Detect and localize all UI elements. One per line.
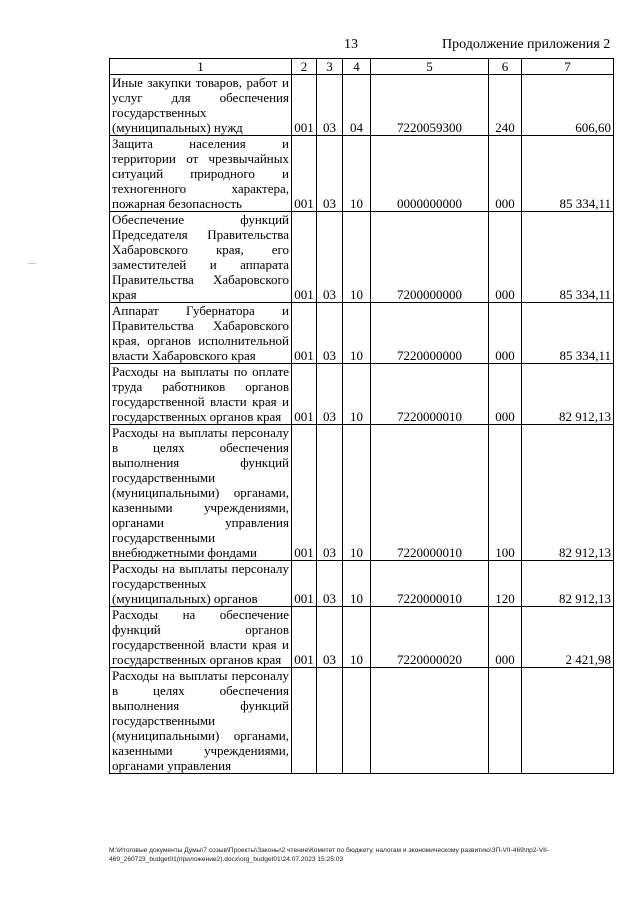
column-header: 3 (317, 59, 343, 75)
row-code: 001 (292, 136, 317, 212)
row-target-article: 7200000000 (371, 212, 489, 303)
column-header: 1 (110, 59, 292, 75)
empty-cell (371, 668, 489, 774)
column-header: 5 (371, 59, 489, 75)
column-header: 6 (489, 59, 522, 75)
row-amount: 82 912,13 (522, 561, 614, 607)
file-path-footer: M:\Итоговые документы Думы\7 созыв\Проекты\Законы\2 чтение\Комитет по бюджету, налогам и экономическому развитию\ЗП-VII-469\пр2-VII-469_260723_budget01(приложение2).docx\org_budget01\24.07.2023 15:25:03 (109, 847, 549, 863)
row-section: 03 (317, 364, 343, 425)
column-header: 2 (292, 59, 317, 75)
row-description: Иные закупки товаров, работ и услуг для обеспечения государственных (муниципальных) нужд (110, 75, 292, 136)
row-expense-type: 000 (489, 212, 522, 303)
row-target-article: 7220000020 (371, 607, 489, 668)
row-amount: 82 912,13 (522, 364, 614, 425)
row-target-article: 7220000010 (371, 561, 489, 607)
row-expense-type: 240 (489, 75, 522, 136)
table-row (110, 561, 614, 607)
row-section: 03 (317, 425, 343, 561)
continuation-label: Продолжение приложения 2 (442, 37, 611, 52)
table-row (110, 364, 614, 425)
row-amount: 85 334,11 (522, 303, 614, 364)
empty-cell (292, 668, 317, 774)
row-expense-type: 000 (489, 364, 522, 425)
column-number-row (110, 59, 614, 75)
empty-cell (343, 668, 371, 774)
row-code: 001 (292, 425, 317, 561)
row-subsection: 04 (343, 75, 371, 136)
row-code: 001 (292, 561, 317, 607)
row-amount: 82 912,13 (522, 425, 614, 561)
row-section: 03 (317, 75, 343, 136)
row-subsection: 10 (343, 136, 371, 212)
row-description: Расходы на обеспечение функций органов государственной власти края и государственных органов края (110, 607, 292, 668)
row-subsection: 10 (343, 561, 371, 607)
row-code: 001 (292, 607, 317, 668)
page-number: 13 (344, 37, 358, 52)
row-amount: 606,60 (522, 75, 614, 136)
row-description: Расходы на выплаты персоналу в целях обеспечения выполнения функций государственными (муниципальными) органами, казенными учреждениями, органами управления (110, 668, 292, 774)
table-row (110, 136, 614, 212)
row-expense-type: 000 (489, 136, 522, 212)
row-amount: 85 334,11 (522, 136, 614, 212)
row-section: 03 (317, 607, 343, 668)
table-row (110, 212, 614, 303)
row-description: Расходы на выплаты по оплате труда работников органов государственной власти края и государственных органов края (110, 364, 292, 425)
row-subsection: 10 (343, 364, 371, 425)
row-target-article: 0000000000 (371, 136, 489, 212)
row-description: Расходы на выплаты персоналу государственных (муниципальных) органов (110, 561, 292, 607)
row-expense-type: 100 (489, 425, 522, 561)
row-subsection: 10 (343, 303, 371, 364)
row-section: 03 (317, 212, 343, 303)
column-header: 7 (522, 59, 614, 75)
table-row (110, 303, 614, 364)
row-expense-type: 000 (489, 607, 522, 668)
row-code: 001 (292, 75, 317, 136)
row-section: 03 (317, 136, 343, 212)
empty-cell (489, 668, 522, 774)
row-expense-type: 000 (489, 303, 522, 364)
table-row (110, 425, 614, 561)
empty-cell (522, 668, 614, 774)
budget-table (109, 58, 614, 774)
empty-cell (317, 668, 343, 774)
row-description: Защита населения и территории от чрезвычайных ситуаций природного и техногенного характера, пожарная безопасность (110, 136, 292, 212)
row-subsection: 10 (343, 212, 371, 303)
margin-mark (28, 263, 36, 264)
column-header: 4 (343, 59, 371, 75)
row-description: Аппарат Губернатора и Правительства Хабаровского края, органов исполнительной власти Хабаровского края (110, 303, 292, 364)
row-section: 03 (317, 303, 343, 364)
row-target-article: 7220000010 (371, 364, 489, 425)
row-expense-type: 120 (489, 561, 522, 607)
row-code: 001 (292, 364, 317, 425)
row-target-article: 7220000000 (371, 303, 489, 364)
row-code: 001 (292, 303, 317, 364)
row-description: Расходы на выплаты персоналу в целях обеспечения выполнения функций государственными (муниципальными) органами, казенными учреждениями, органами управления государственными внебюджетными фондами (110, 425, 292, 561)
row-section: 03 (317, 561, 343, 607)
row-subsection: 10 (343, 425, 371, 561)
row-description: Обеспечение функций Председателя Правительства Хабаровского края, его заместителей и аппарата Правительства Хабаровского края (110, 212, 292, 303)
table-row (110, 75, 614, 136)
table-row-partial (110, 668, 614, 774)
row-code: 001 (292, 212, 317, 303)
row-amount: 2 421,98 (522, 607, 614, 668)
row-subsection: 10 (343, 607, 371, 668)
table-row (110, 607, 614, 668)
row-target-article: 7220059300 (371, 75, 489, 136)
row-target-article: 7220000010 (371, 425, 489, 561)
row-amount: 85 334,11 (522, 212, 614, 303)
